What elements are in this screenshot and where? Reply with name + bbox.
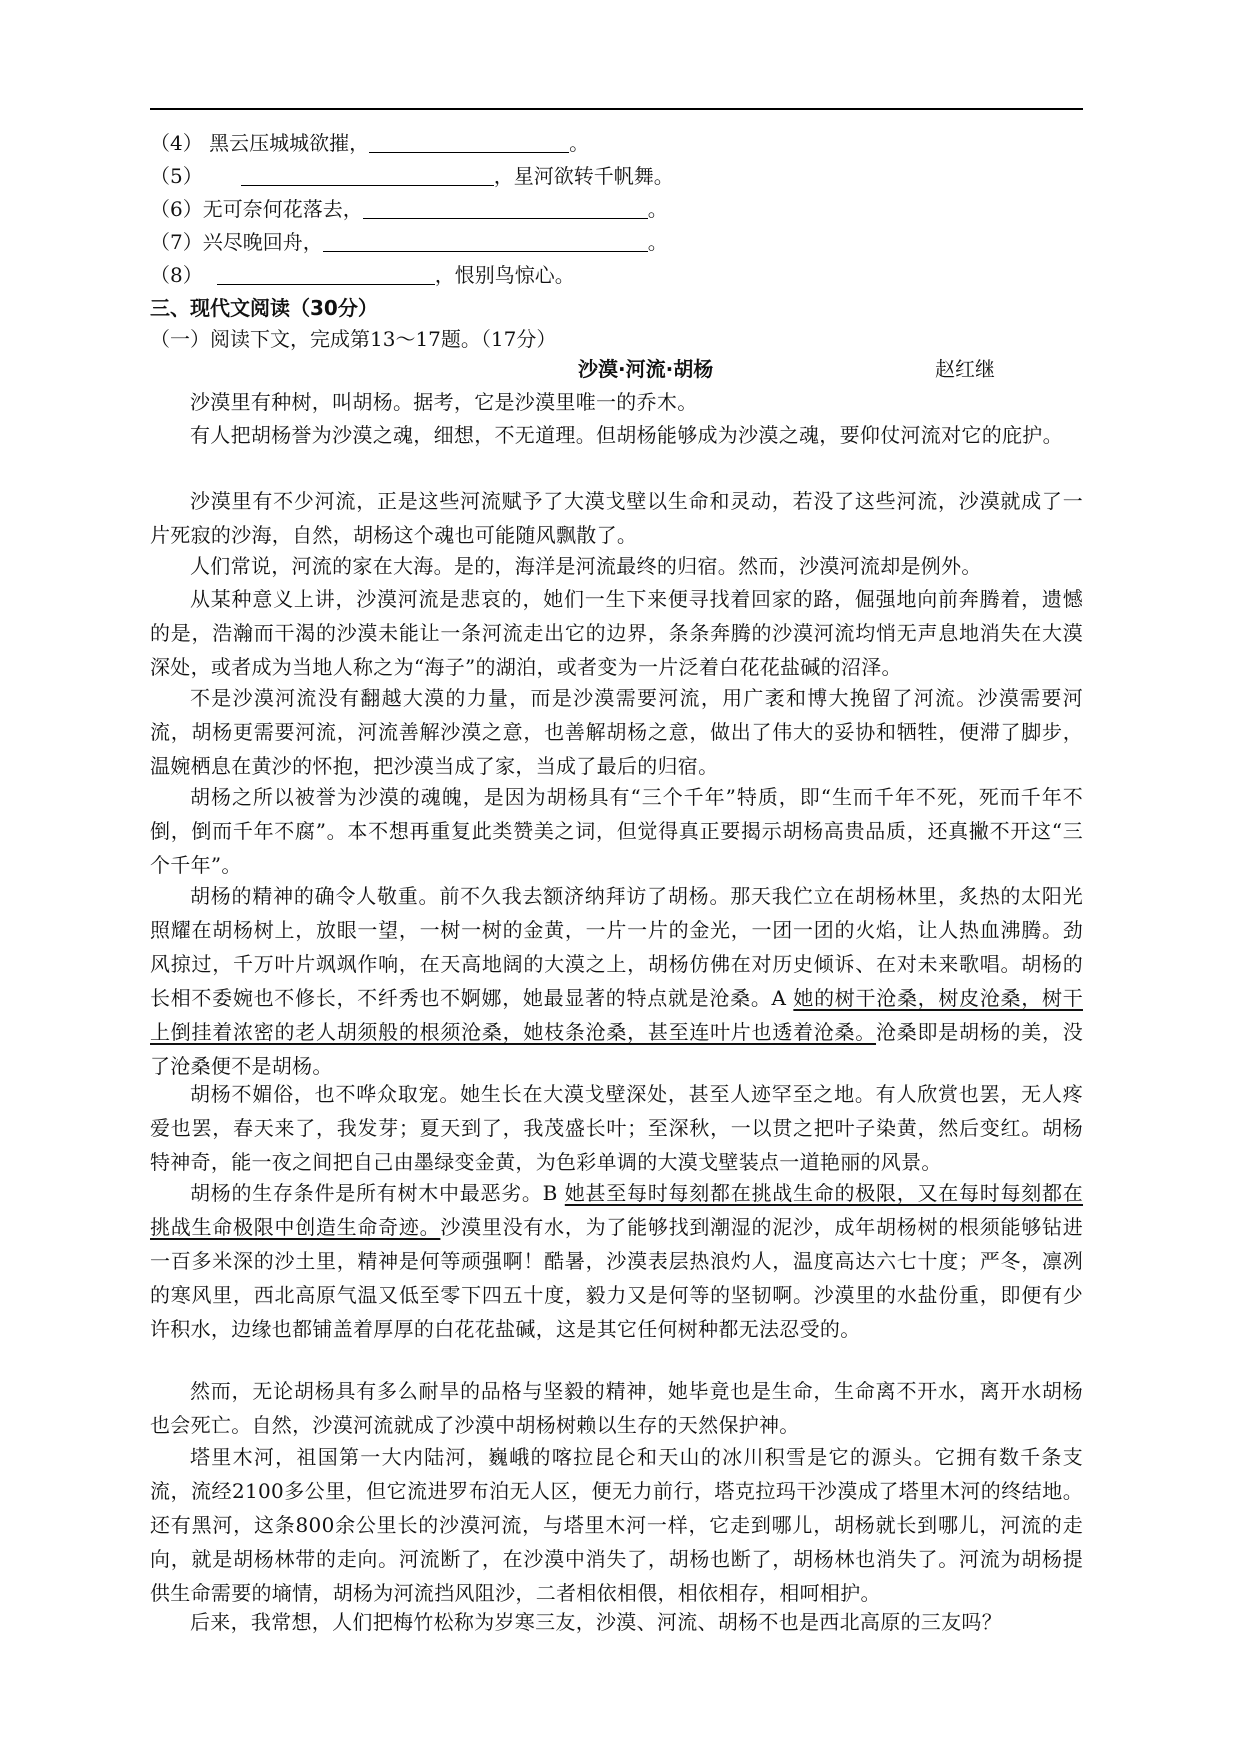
answer-blank[interactable] (369, 130, 569, 153)
essay-paragraph-3: 沙漠里有不少河流，正是这些河流赋予了大漠戈壁以生命和灵动，若没了这些河流，沙漠就成了一片死寂的沙海，自然，胡杨这个魂也可能随风飘散了。 (150, 489, 1083, 547)
question-prefix: （8） (150, 263, 203, 287)
question-suffix: ，星河欲转千帆舞。 (493, 164, 674, 188)
question-prefix: （6）无可奈何花落去， (150, 197, 363, 221)
answer-blank[interactable] (323, 229, 648, 252)
essay-paragraph-9: 胡杨不媚俗，也不哗众取宠。她生长在大漠戈壁深处，甚至人迹罕至之地。有人欣赏也罢，无人疼爱也罢，春天来了，我发芽；夏天到了，我茂盛长叶；至深秋，一以贯之把叶子染黄，然后变红。胡杨特神奇，能一夜之间把自己由墨绿变金黄，为色彩单调的大漠戈壁装点一道艳丽的风景。 (150, 1082, 1083, 1174)
essay-paragraph-2: 有人把胡杨誉为沙漠之魂，细想，不无道理。但胡杨能够成为沙漠之魂，要仰仗河流对它的庇护。 (190, 423, 1063, 447)
essay-paragraph-4: 人们常说，河流的家在大海。是的，海洋是河流最终的归宿。然而，沙漠河流却是例外。 (190, 554, 982, 578)
blank-question-6 (150, 192, 1083, 226)
section-title: 三、现代文阅读（30分） (150, 296, 378, 320)
section-instructions: （一）阅读下文，完成第13～17题。（17分） (150, 327, 557, 351)
question-suffix: ，恨别鸟惊心。 (434, 263, 575, 287)
essay-author: 赵红继 (935, 357, 995, 381)
blank-question-7 (150, 225, 1083, 259)
question-prefix: （4） 黑云压城城欲摧， (150, 131, 370, 155)
paragraph-text: 胡杨的生存条件是所有树木中最恶劣。B (190, 1181, 565, 1205)
question-prefix: （5） (150, 164, 203, 188)
essay-paragraph-1: 沙漠里有种树，叫胡杨。据考，它是沙漠里唯一的乔木。 (190, 390, 698, 414)
essay-paragraph-5: 从某种意义上讲，沙漠河流是悲哀的，她们一生下来便寻找着回家的路，倔强地向前奔腾着，遗憾的是，浩瀚而干渴的沙漠未能让一条河流走出它的边界，条条奔腾的沙漠河流均悄无声息地消失在大漠深处，或者成为当地人称之为“海子”的湖泊，或者变为一片泛着白花花盐碱的沼泽。 (150, 587, 1083, 679)
blank-question-8 (150, 258, 1083, 292)
essay-title: 沙漠·河流·胡杨 (578, 357, 714, 381)
essay-paragraph-13: 后来，我常想，人们把梅竹松称为岁寒三友，沙漠、河流、胡杨不也是西北高原的三友吗？ (190, 1610, 1002, 1634)
header-rule (150, 108, 1083, 110)
question-suffix: 。 (647, 197, 668, 221)
essay-paragraph-11: 然而，无论胡杨具有多么耐旱的品格与坚毅的精神，她毕竟也是生命，生命离不开水，离开水胡杨也会死亡。自然，沙漠河流就成了沙漠中胡杨树赖以生存的天然保护神。 (150, 1379, 1083, 1437)
essay-paragraph-7: 胡杨之所以被誉为沙漠的魂魄，是因为胡杨具有“三个千年”特质，即“生而千年不死，死而千年不倒，倒而千年不腐”。本不想再重复此类赞美之词，但觉得真正要揭示胡杨高贵品质，还真撇不开这“三个千年”。 (150, 785, 1083, 877)
essay-title-line (150, 352, 1083, 386)
paragraph-text: 沙漠里没有水，为了能够找到潮湿的泥沙，成年胡杨树的根须能够钻进一百多米深的沙土里，精神是何等顽强啊！酷暑，沙漠表层热浪灼人，温度高达六七十度；严冬，凛冽的寒风里，西北高原气温又低至零下四五十度，毅力又是何等的坚韧啊。沙漠里的水盐份重，即便有少许积水，边缘也都铺盖着厚厚的白花花盐碱，这是其它任何树种都无法忍受的。 (150, 1215, 1083, 1341)
answer-blank[interactable] (217, 262, 435, 285)
answer-blank[interactable] (363, 196, 648, 219)
underlined-sentence-b: 她甚至每时每刻都在挑战生命的极限，又在每时每刻都在挑战生命极限中创造生命奇迹。 (150, 1181, 1084, 1239)
blank-question-5 (150, 159, 1083, 193)
question-prefix: （7）兴尽晚回舟， (150, 230, 323, 254)
essay-paragraph-6: 不是沙漠河流没有翻越大漠的力量，而是沙漠需要河流，用广袤和博大挽留了河流。沙漠需要河流，胡杨更需要河流，河流善解沙漠之意，也善解胡杨之意，做出了伟大的妥协和牺牲，便滞了脚步，温婉栖息在黄沙的怀抱，把沙漠当成了家，当成了最后的归宿。 (150, 686, 1083, 778)
answer-blank[interactable] (241, 163, 494, 186)
paragraph-text: 沧桑即是胡杨的美，没了沧桑便不是胡杨。 (150, 1020, 1084, 1078)
paragraph-text: 胡杨的精神的确令人敬重。前不久我去额济纳拜访了胡杨。那天我伫立在胡杨林里，炙热的太阳光照耀在胡杨树上，放眼一望，一树一树的金黄，一片一片的金光，一团一团的火焰，让人热血沸腾。劲风掠过，千万叶片飒飒作响，在天高地阔的大漠之上，胡杨仿佛在对历史倾诉、在对未来歌唱。胡杨的长相不委婉也不修长，不纤秀也不婀娜，她最显著的特点就是沧桑。A (150, 884, 1083, 1010)
essay-paragraph-8 (150, 879, 1083, 1083)
blank-question-4 (150, 126, 1083, 160)
question-suffix: 。 (647, 230, 668, 254)
underlined-sentence-a: 她的树干沧桑，树皮沧桑，树干上倒挂着浓密的老人胡须般的根须沧桑，她枝条沧桑，甚至连叶片也透着沧桑。 (150, 986, 1083, 1044)
question-suffix: 。 (569, 131, 590, 155)
essay-paragraph-12: 塔里木河，祖国第一大内陆河，巍峨的喀拉昆仑和天山的冰川积雪是它的源头。它拥有数千条支流，流经2100多公里，但它流进罗布泊无人区，便无力前行，塔克拉玛干沙漠成了塔里木河的终结地。还有黑河，这条800余公里长的沙漠河流，与塔里木河一样，它走到哪儿，胡杨就长到哪儿，河流的走向，就是胡杨林带的走向。河流断了，在沙漠中消失了，胡杨也断了，胡杨林也消失了。河流为胡杨提供生命需要的墒情，胡杨为河流挡风阻沙，二者相依相偎，相依相存，相呵相护。 (150, 1445, 1083, 1605)
essay-paragraph-10 (150, 1176, 1083, 1346)
